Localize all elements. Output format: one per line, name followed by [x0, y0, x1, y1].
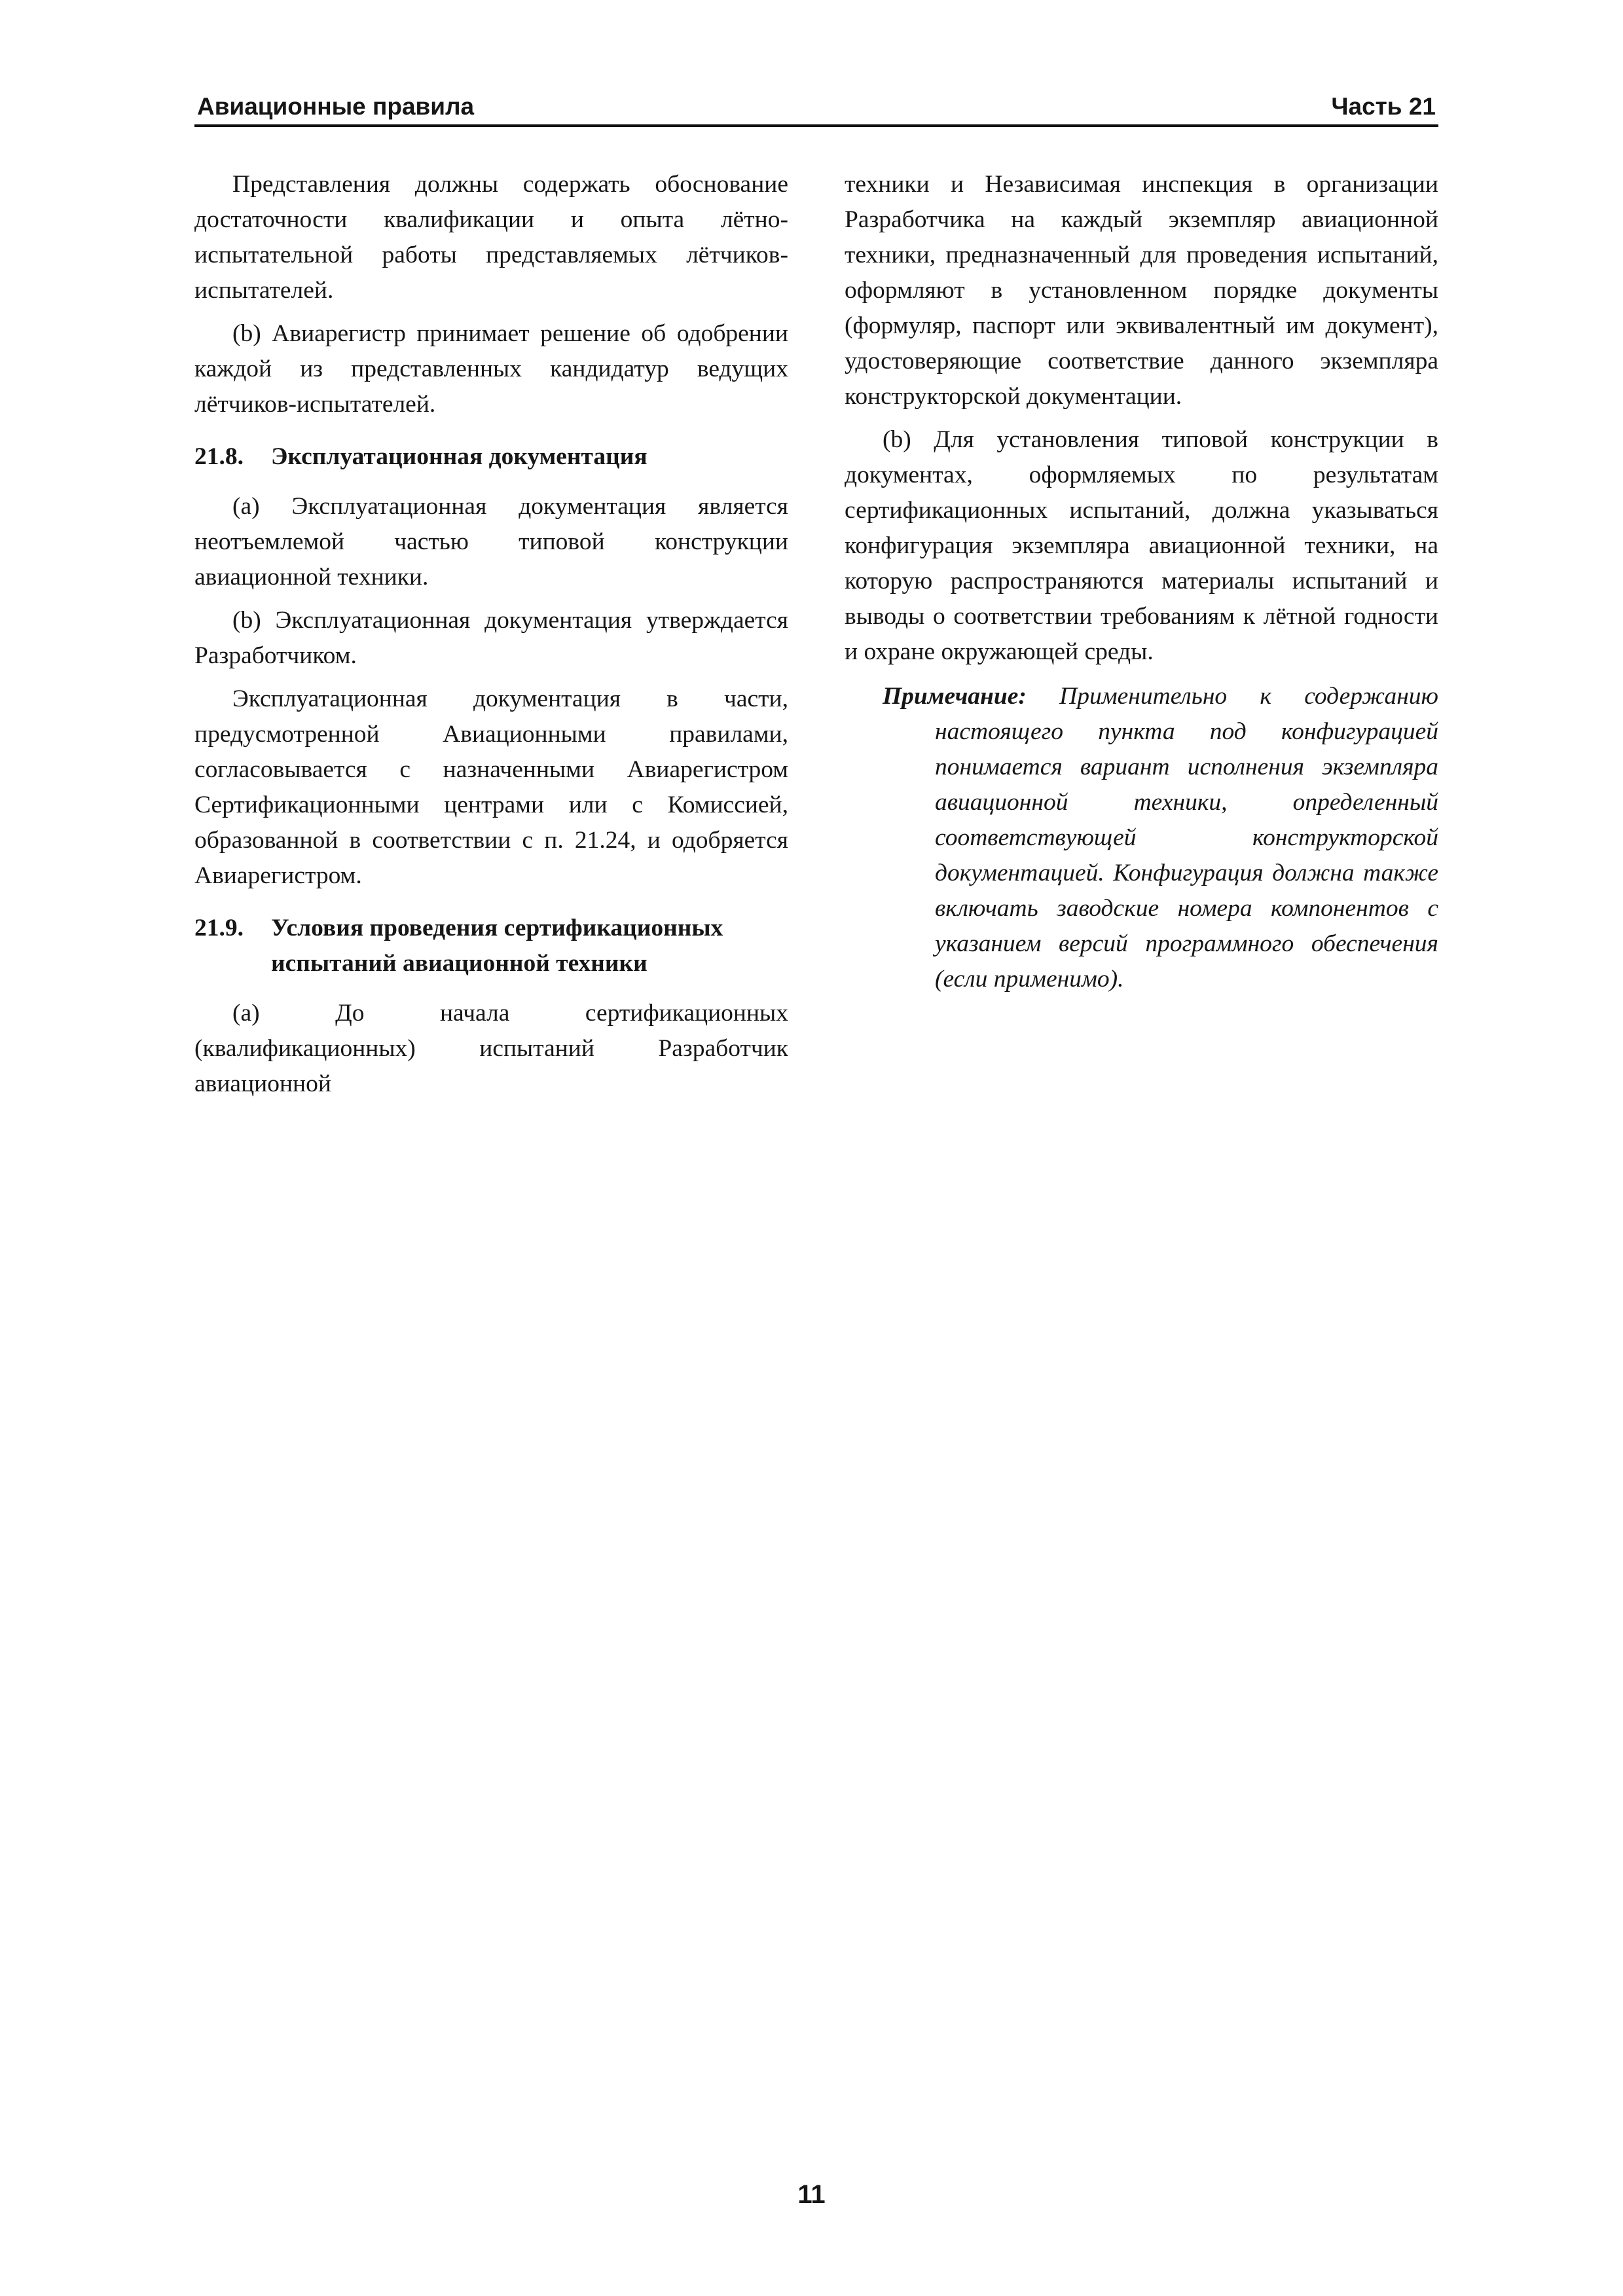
left-column: [194, 167, 788, 1110]
page-number: 11: [797, 2180, 826, 2209]
section-number: 21.9.: [194, 915, 244, 941]
paragraph: (b) Эксплуатационная документация утверждается Разработчиком.: [194, 607, 788, 669]
running-header: [194, 90, 1438, 127]
paragraph: (b) Авиарегистр принимает решение об одобрении каждой из представленных кандидатур ведущих лётчиков-испытателей.: [194, 320, 788, 418]
header-part-number: Часть 21: [1331, 93, 1436, 120]
paragraph: (a) До начала сертификационных (квалификационных) испытаний Разработчик авиационной: [194, 1000, 788, 1097]
note: [883, 679, 1438, 997]
section-title: Эксплуатационная документация: [271, 443, 647, 470]
right-column: [845, 167, 1438, 997]
section-heading-21-9: [194, 911, 788, 981]
paragraph: техники и Независимая инспекция в организации Разработчика на каждый экземпляр авиационной техники, предназначенный для проведения испытаний, оформляют в установленном порядке документы (формуляр, паспорт или эквивалентный им документ), удостоверяющие соответствие данного экземпляра конструкторской документации.: [845, 171, 1438, 410]
paragraph: (b) Для установления типовой конструкции в документах, оформляемых по результатам сертификационных испытаний, должна указываться конфигурация экземпляра авиационной техники, на которую распространяются материалы испытаний и выводы о соответствии требованиям к лётной годности и охране окружающей среды.: [845, 426, 1438, 665]
paragraph: Эксплуатационная документация в части, предусмотренной Авиационными правилами, согласовывается с назначенными Авиарегистром Сертификационными центрами или с Комиссией, образованной в соответствии с п. 21.24, и одобряется Авиарегистром.: [194, 685, 788, 889]
section-number: 21.8.: [194, 443, 244, 470]
section-title: Условия проведения сертификационных испытаний авиационной техники: [271, 915, 723, 977]
section-heading-21-8: [194, 439, 788, 475]
header-document-title: Авиационные правила: [197, 93, 475, 120]
note-text: Применительно к содержанию настоящего пункта под конфигурацией понимается вариант исполнения экземпляра авиационной техники, определенный соответствующей конструкторской документацией. Конфигурация должна также включать заводские номера компонентов с указанием версий программного обеспечения (если применимо).: [935, 683, 1438, 993]
paragraph: Представления должны содержать обоснование достаточности квалификации и опыта лётно-испытательной работы представляемых лётчиков-испытателей.: [194, 171, 788, 304]
paragraph: (a) Эксплуатационная документация является неотъемлемой частью типовой конструкции авиационной техники.: [194, 493, 788, 591]
note-label: Примечание:: [883, 683, 1027, 710]
